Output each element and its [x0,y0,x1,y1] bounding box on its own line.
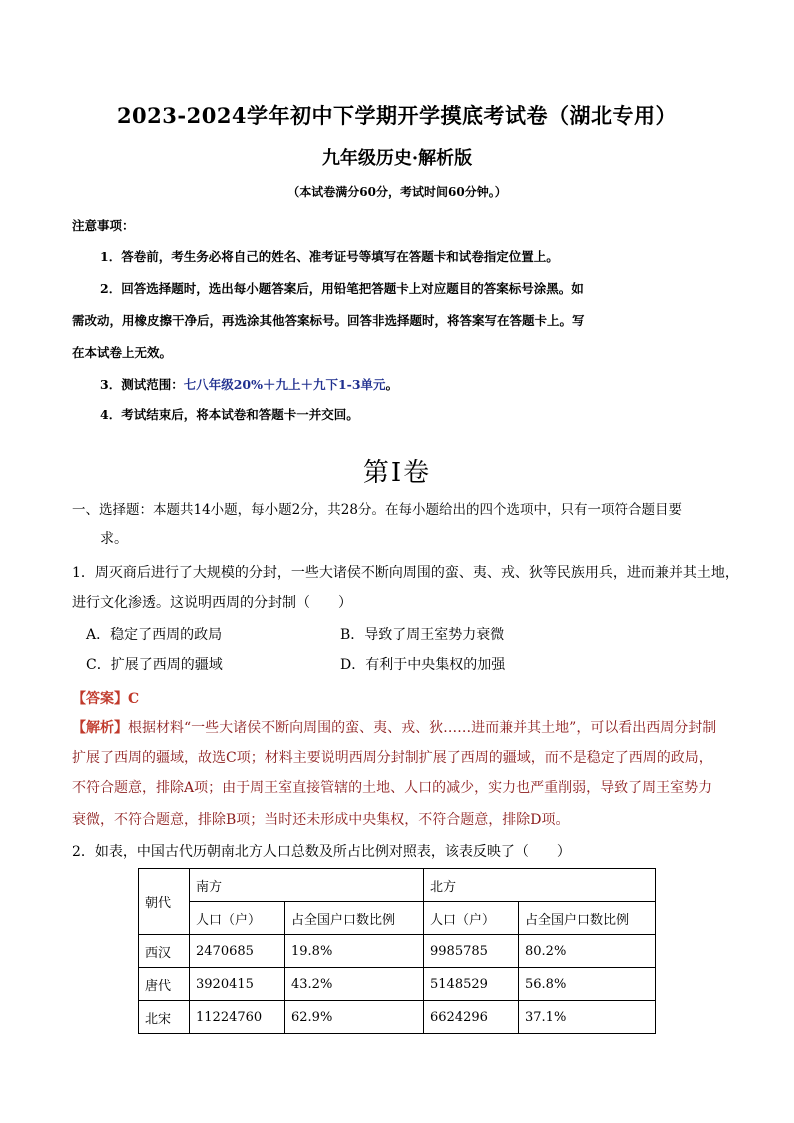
table-row [139,935,656,968]
analysis-text-1: 根据材料“一些大诸侯不断向周围的蛮、夷、戎、狄……进而兼并其土地”，可以看出西周分封制 [128,720,717,736]
cell-south-pop: 2470685 [190,935,285,968]
q1-analysis-line-3: 不符合题意，排除A项；由于周王室直接管辖的土地、人口的减少，实力也严重削弱，导致了周王室势力 [72,780,713,796]
cell-dynasty: 西汉 [139,935,190,968]
notice-item-4: 4．考试结束后，将本试卷和答题卡一并交回。 [100,407,359,422]
cell-north-ratio: 37.1% [519,1001,656,1034]
q1-analysis-line-1 [72,718,716,738]
q1-option-b: B．导致了周王室势力衰微 [340,627,505,643]
q1-answer [72,688,139,708]
q1-stem-line-2: 进行文化渗透。这说明西周的分封制（ ） [72,595,352,611]
notice-item-3-suffix: 。 [385,377,399,392]
subheader-north-pop: 人口（户） [424,902,519,935]
q1-option-a: A．稳定了西周的政局 [86,627,223,643]
notice-item-2-line-1: 2．回答选择题时，选出每小题答案后，用铅笔把答题卡上对应题目的答案标号涂黑。如 [100,281,584,296]
table-row [139,1001,656,1034]
cell-north-pop: 6624296 [424,1001,519,1034]
q1-analysis-line-2: 扩展了西周的疆域，故选C项；材料主要说明西周分封制扩展了西周的疆域，而不是稳定了西周的政局， [72,750,713,766]
section-instructions-line-1: 一、选择题：本题共14小题，每小题2分，共28分。在每小题给出的四个选项中，只有一项符合题目要 [72,502,682,518]
section-title: 第Ⅰ卷 [362,458,432,488]
exam-title: 2023-2024学年初中下学期开学摸底考试卷（湖北专用） [116,103,678,128]
exam-info: （本试卷满分60分，考试时间60分钟。） [287,185,507,199]
cell-south-pop: 3920415 [190,968,285,1001]
cell-dynasty: 北宋 [139,1001,190,1034]
table-header-row [139,869,656,902]
exam-subtitle: 九年级历史·解析版 [321,148,473,169]
table-row [139,968,656,1001]
header-dynasty: 朝代 [139,869,190,935]
table-subheader-row [139,902,656,935]
subheader-north-ratio: 占全国户口数比例 [519,902,656,935]
cell-north-ratio: 56.8% [519,968,656,1001]
header-south: 南方 [190,869,424,902]
cell-north-ratio: 80.2% [519,935,656,968]
cell-south-pop: 11224760 [190,1001,285,1034]
q1-option-d: D．有利于中央集权的加强 [340,657,506,673]
cell-north-pop: 9985785 [424,935,519,968]
notice-heading: 注意事项： [72,218,135,233]
notice-item-3 [100,377,398,393]
cell-south-ratio: 43.2% [285,968,424,1001]
q1-stem-line-1: 1．周灭商后进行了大规模的分封，一些大诸侯不断向周围的蛮、夷、戎、狄等民族用兵，进而兼并其土地， [72,565,739,581]
answer-value: C [128,691,140,707]
q1-option-c: C．扩展了西周的疆域 [86,657,223,673]
subheader-south-pop: 人口（户） [190,902,285,935]
answer-label: 【答案】 [72,691,128,707]
header-north: 北方 [424,869,656,902]
cell-north-pop: 5148529 [424,968,519,1001]
notice-item-2-line-2: 需改动，用橡皮擦干净后，再选涂其他答案标号。回答非选择题时，将答案写在答题卡上。写 [72,313,585,328]
notice-item-2-line-3: 在本试卷上无效。 [72,345,173,360]
cell-south-ratio: 19.8% [285,935,424,968]
q1-analysis-line-4: 衰微，不符合题意，排除B项；当时还未形成中央集权，不符合题意，排除D项。 [72,812,570,828]
subheader-south-ratio: 占全国户口数比例 [285,902,424,935]
notice-item-1: 1．答卷前，考生务必将自己的姓名、准考证号等填写在答题卡和试卷指定位置上。 [100,249,559,264]
cell-south-ratio: 62.9% [285,1001,424,1034]
test-scope: 七八年级20%＋九上＋九下1-3单元 [183,377,386,392]
analysis-label: 【解析】 [72,720,128,736]
cell-dynasty: 唐代 [139,968,190,1001]
notice-item-3-prefix: 3．测试范围： [100,377,184,392]
q2-stem: 2．如表，中国古代历朝南北方人口总数及所占比例对照表，该表反映了（ ） [72,844,571,860]
section-instructions-line-2: 求。 [100,531,128,547]
population-table [138,868,656,1034]
